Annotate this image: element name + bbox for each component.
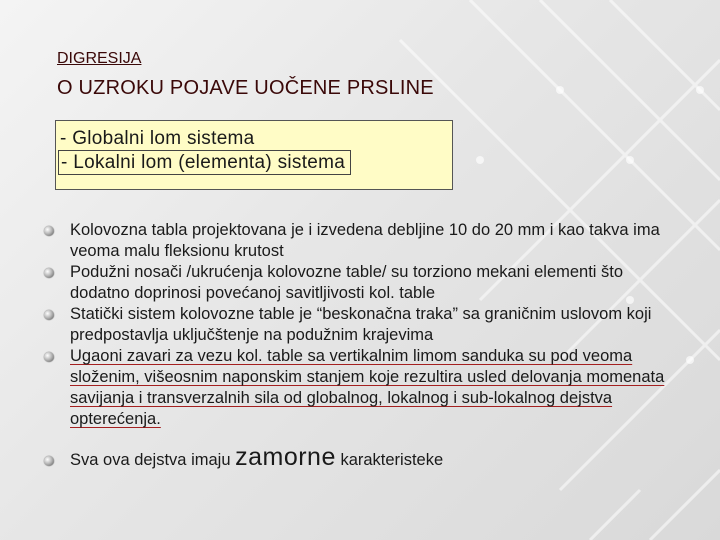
bullet-item (40, 346, 670, 430)
summary-emphasis: zamorne (235, 443, 336, 471)
bullet-item-summary (40, 443, 670, 471)
summary-suffix: karakteristeke (340, 451, 444, 469)
bullet-text: Statički sistem kolovozne table je “beskonačna traka” sa graničnim uslovom koji predpostavlja uključštenje na podužnim krajevima (70, 305, 652, 344)
bullet-text: Podužni nosači /ukrućenja kolovozne table/ su torziono mekani elementi što dodatno doprinosi povećanoj savitljivosti kol. table (70, 263, 624, 302)
slide-kicker: DIGRESIJA (57, 50, 142, 67)
highlight-line-global: - Globalni lom sistema (60, 128, 255, 149)
bullet-dot-icon (44, 456, 54, 466)
summary-prefix: Sva ova dejstva imaju (70, 451, 231, 469)
bullet-list (40, 220, 670, 471)
bullet-item (40, 220, 670, 262)
bullet-text-underlined: Ugaoni zavari za vezu kol. table sa vertikalnim limom sanduka su pod veoma složenim, višeosnim naponskim stanjem koje rezultira usled delovanja momenata savijanja i transverzalnih sila od globalnog, lokalnog i sub-lokalnog dejstva opterećenja. (70, 347, 665, 428)
highlight-box (55, 120, 453, 190)
bullet-text: Kolovozna tabla projektovana je i izvedena debljine 10 do 20 mm i kao takva ima veoma malu fleksionu krutost (70, 221, 660, 260)
bullet-item (40, 262, 670, 304)
slide-title: O UZROKU POJAVE UOČENE PRSLINE (57, 77, 434, 99)
bullet-dot-icon (44, 310, 54, 320)
bullet-dot-icon (44, 226, 54, 236)
highlight-line-local: - Lokalni lom (elementa) sistema (58, 150, 351, 175)
bullet-item (40, 304, 670, 346)
bullet-dot-icon (44, 352, 54, 362)
bullet-dot-icon (44, 268, 54, 278)
